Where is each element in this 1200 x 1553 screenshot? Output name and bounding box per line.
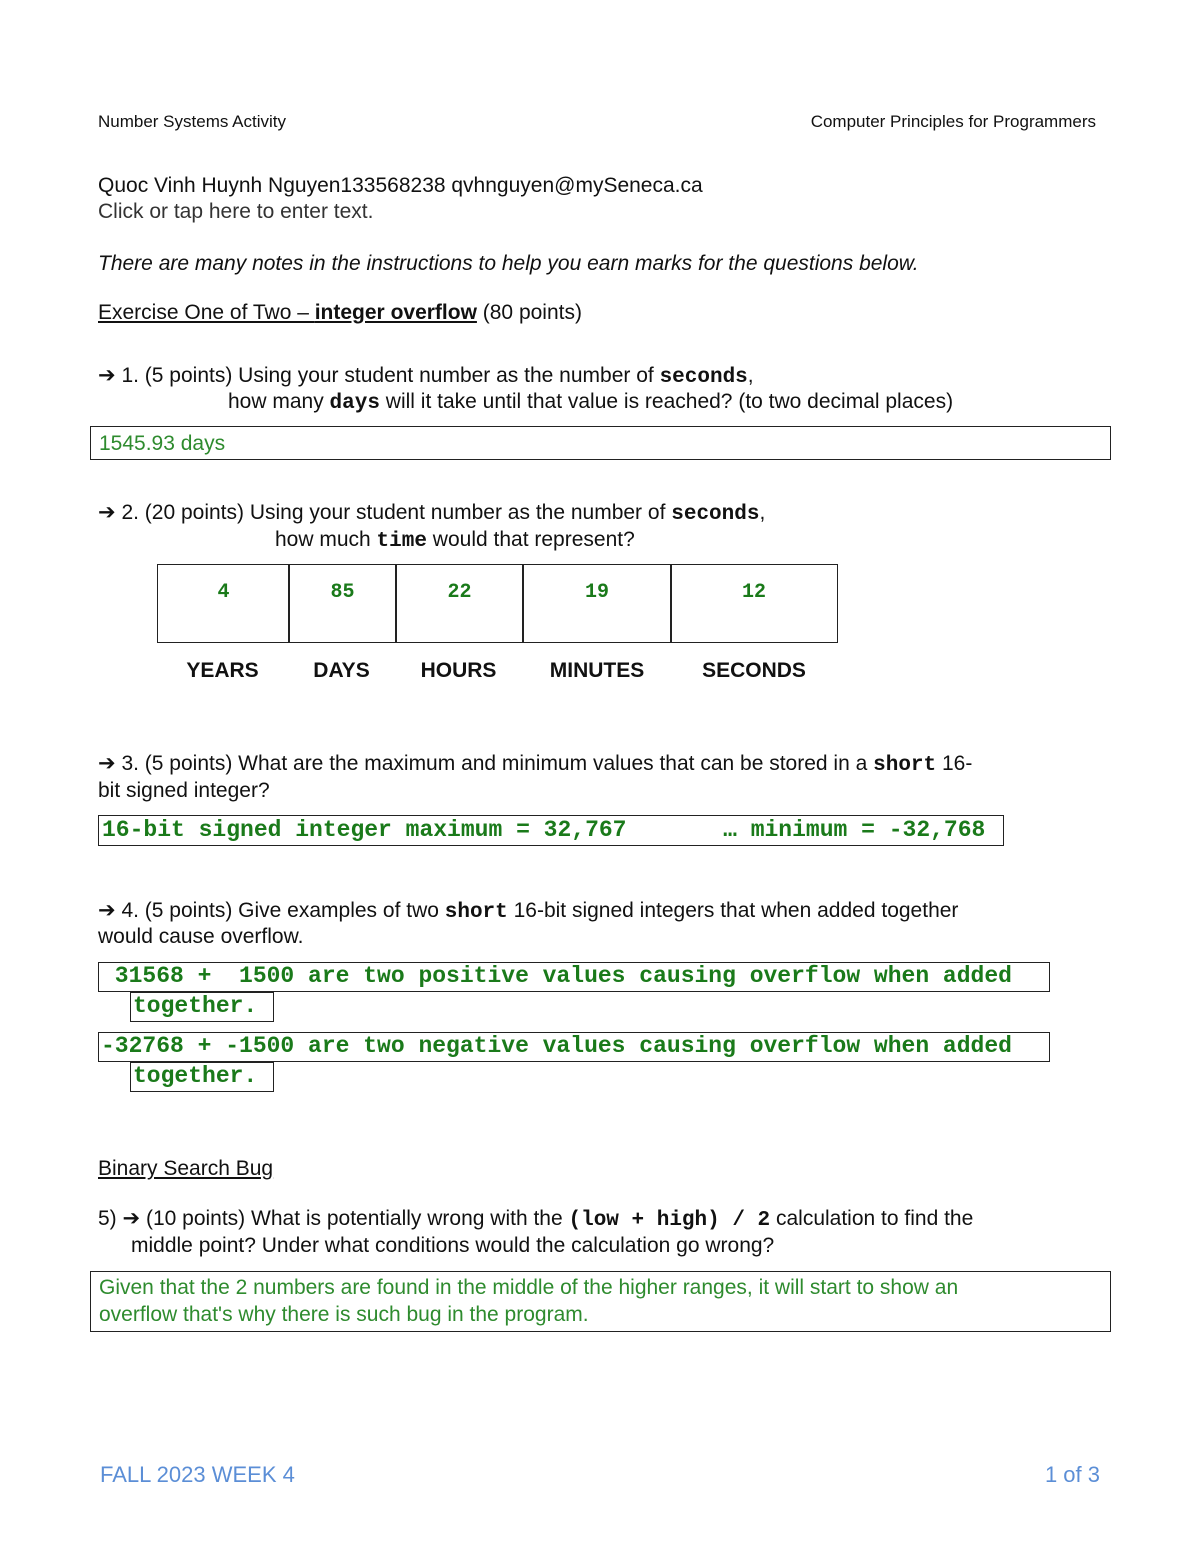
q4-post: 16-bit signed integers that when added together <box>507 899 959 922</box>
question-4-line2: would cause overflow. <box>98 925 304 948</box>
q2-bold: seconds <box>671 503 760 526</box>
answer-4b-line2-box[interactable] <box>130 1062 274 1092</box>
exercise-topic: integer overflow <box>314 301 477 324</box>
page-number: 1 of 3 <box>1044 1462 1100 1487</box>
q3-bold: short <box>873 754 937 777</box>
arrow-icon: ➔ <box>98 898 116 922</box>
q4-text: 4. (5 points) Give examples of two <box>115 899 445 922</box>
hours-label: HOURS <box>420 659 497 682</box>
arrow-icon: ➔ <box>122 1206 141 1230</box>
answer-1: 1545.93 days <box>99 432 226 455</box>
q5-post: calculation to find the <box>770 1207 974 1230</box>
q2-line2-post: would that represent? <box>426 528 635 551</box>
answer-5-line1: Given that the 2 numbers are found in the middle of the higher ranges, it will start to show an <box>99 1276 959 1299</box>
text-placeholder[interactable]: Click or tap here to enter text. <box>98 200 374 223</box>
answer-4b-line1: -32768 + -1500 are two negative values causing overflow when added <box>101 1033 1012 1059</box>
q5-num: 5) <box>98 1207 123 1230</box>
arrow-icon: ➔ <box>98 363 116 387</box>
answer-5-box[interactable] <box>90 1271 1111 1332</box>
q3-post: 16- <box>936 752 973 775</box>
q1-post: , <box>747 364 754 387</box>
question-5-line2: middle point? Under what conditions would the calculation go wrong? <box>131 1234 775 1257</box>
question-5 <box>98 1206 973 1232</box>
header-right: Computer Principles for Programmers <box>810 112 1096 131</box>
q5-text: (10 points) What is potentially wrong with the <box>140 1207 569 1230</box>
q4-bold: short <box>444 901 508 924</box>
answer-4a-box[interactable] <box>98 962 1050 992</box>
footer-left: FALL 2023 WEEK 4 <box>100 1462 295 1487</box>
q3-text: 3. (5 points) What are the maximum and minimum values that can be stored in a <box>115 752 874 775</box>
q5-code: (low + high) / 2 <box>568 1209 771 1232</box>
seconds-label: SECONDS <box>702 659 806 682</box>
answer-4b-line2: together. <box>133 1063 258 1089</box>
exercise-heading <box>98 301 582 325</box>
q2-line2-pre: how much <box>275 528 377 551</box>
question-3-line2: bit signed integer? <box>98 779 270 802</box>
question-4 <box>98 898 958 924</box>
arrow-icon: ➔ <box>98 500 116 524</box>
arrow-icon: ➔ <box>98 751 116 775</box>
question-1 <box>98 363 754 389</box>
instructions-note: There are many notes in the instructions to help you earn marks for the questions below. <box>98 252 919 275</box>
question-1-line2 <box>228 390 953 415</box>
days-value-cell[interactable]: 85 <box>288 564 397 643</box>
q2-line2-bold: time <box>376 530 427 553</box>
years-label: YEARS <box>186 659 259 682</box>
answer-1-box[interactable] <box>90 426 1111 460</box>
q2-text: 2. (20 points) Using your student number as the number of <box>115 501 672 524</box>
section-title: Binary Search Bug <box>98 1157 274 1180</box>
answer-3: 16-bit signed integer maximum = 32,767 … minimum = -32,768 <box>102 817 986 843</box>
header-left: Number Systems Activity <box>98 112 286 131</box>
answer-4b-box[interactable] <box>98 1032 1050 1062</box>
answer-4a-line1: 31568 + 1500 are two positive values causing overflow when added <box>101 963 1012 989</box>
student-info: Quoc Vinh Huynh Nguyen133568238 qvhnguyen@mySeneca.ca <box>98 174 703 197</box>
minutes-label: MINUTES <box>549 659 645 682</box>
answer-4a-line2-box[interactable] <box>130 992 274 1022</box>
question-3 <box>98 751 972 777</box>
answer-3-box[interactable] <box>98 815 1004 846</box>
exercise-prefix: Exercise One of Two – <box>98 301 315 324</box>
q1-line2-pre: how many <box>228 390 330 413</box>
q2-post: , <box>759 501 766 524</box>
years-value-cell[interactable]: 4 <box>157 564 290 643</box>
exercise-points: (80 points) <box>476 301 582 324</box>
q1-line2-post: will it take until that value is reached? (to two decimal places) <box>379 390 954 413</box>
answer-4a-line2: together. <box>133 993 258 1019</box>
question-2-line2 <box>275 528 635 553</box>
q1-text: 1. (5 points) Using your student number as the number of <box>115 364 660 387</box>
answer-5-line2: overflow that's why there is such bug in the program. <box>99 1303 589 1326</box>
minutes-value-cell[interactable]: 19 <box>522 564 672 643</box>
q1-line2-bold: days <box>329 392 380 415</box>
question-2 <box>98 500 765 526</box>
days-label: DAYS <box>313 659 370 682</box>
hours-value-cell[interactable]: 22 <box>395 564 524 643</box>
q1-bold: seconds <box>659 366 748 389</box>
seconds-value-cell[interactable]: 12 <box>670 564 838 643</box>
